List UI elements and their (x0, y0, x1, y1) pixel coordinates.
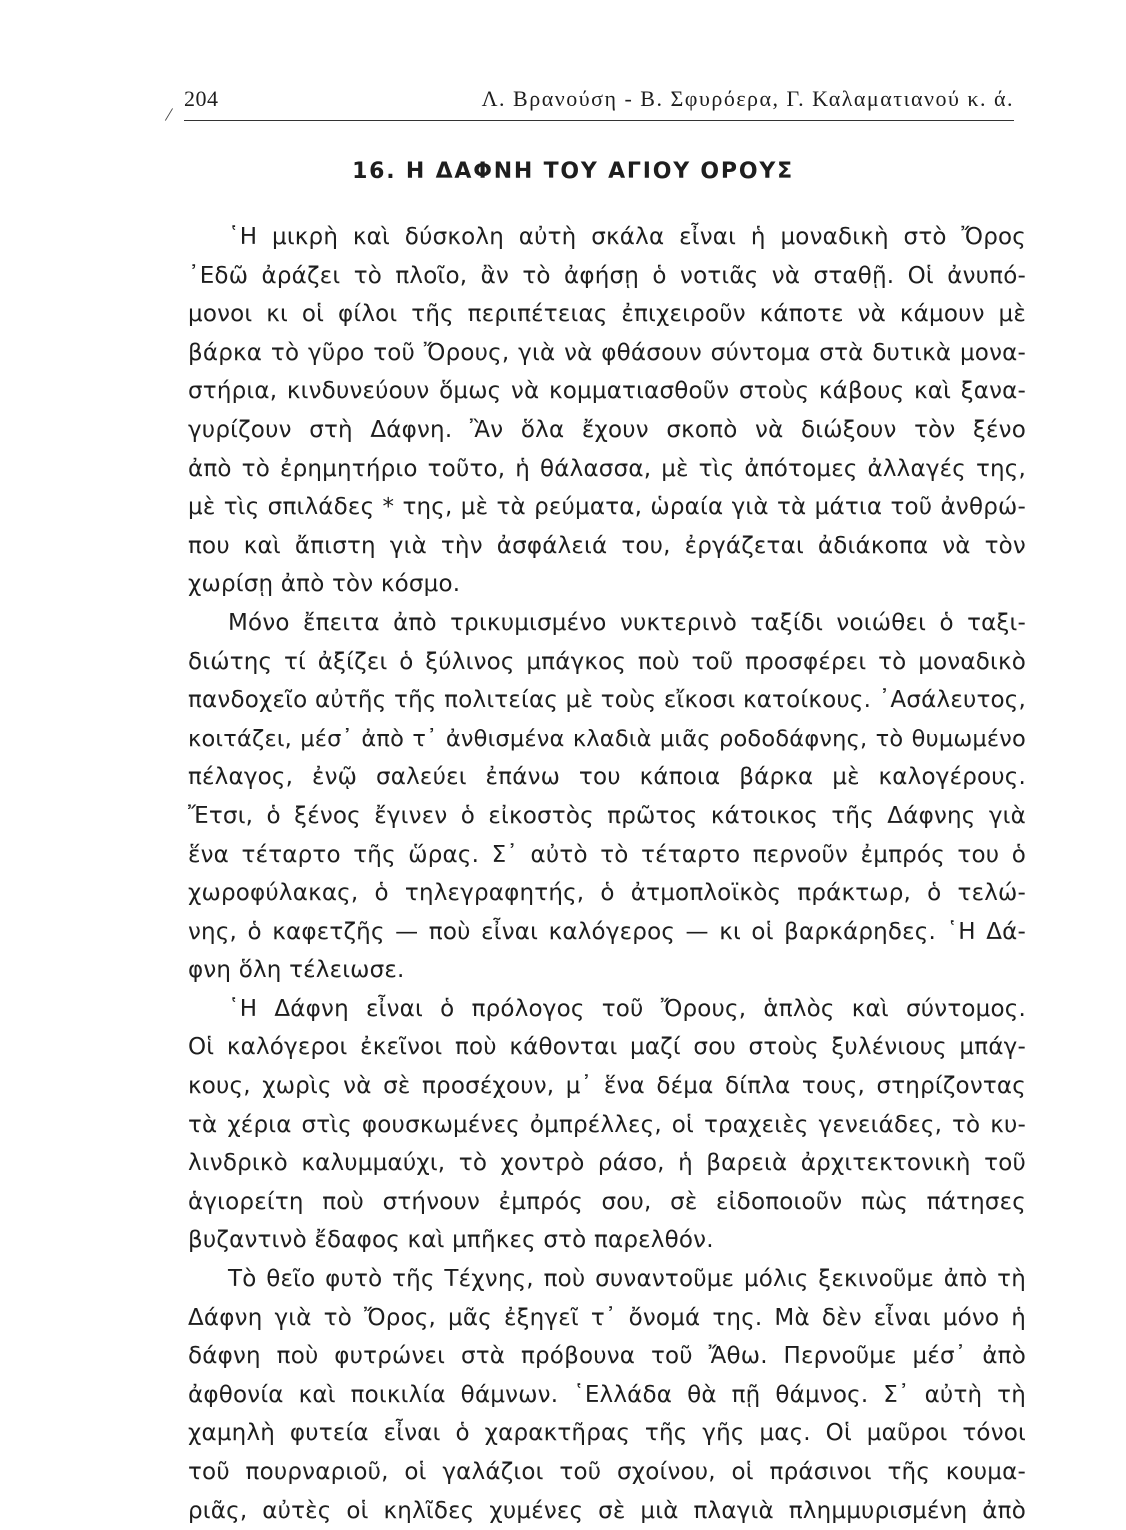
text-line: Ἔτσι, ὁ ξένος ἔγινεν ὁ εἰκοστὸς πρῶτος κάτοικος τῆς Δάφνης γιὰ (188, 802, 1026, 829)
body-text (188, 218, 1026, 1530)
text-line: ἁγιορείτη ποὺ στήνουν ἐμπρός σου, σὲ εἰδοποιοῦν πὼς πάτησες (188, 1188, 1026, 1215)
text-line: κους, χωρὶς νὰ σὲ προσέχουν, μ᾿ ἕνα δέμα δίπλα τους, στηρίζοντας (188, 1073, 1026, 1100)
text-line: δάφνη ποὺ φυτρώνει στὰ πρόβουνα τοῦ Ἄθω. Περνοῦμε μέσ᾿ ἀπὸ (188, 1343, 1026, 1370)
margin-pencil-mark: / (163, 103, 174, 127)
text-line: τὰ χέρια στὶς φουσκωμένες ὀμπρέλλες, οἱ τραχειὲς γενειάδες, τὸ κυ- (188, 1111, 1026, 1138)
text-line: κοιτάζει, μέσ᾿ ἀπὸ τ᾿ ἀνθισμένα κλαδιὰ μιᾶς ροδοδάφνης, τὸ θυμωμένο (188, 725, 1026, 752)
text-line: χωρίσῃ ἀπὸ τὸν κόσμο. (188, 571, 461, 598)
text-line: Μόνο ἔπειτα ἀπὸ τρικυμισμένο νυκτερινὸ ταξίδι νοιώθει ὁ ταξι- (228, 609, 1026, 636)
header-rule (184, 120, 1014, 121)
text-line: Δάφνη γιὰ τὸ Ὄρος, μᾶς ἐξηγεῖ τ᾿ ὄνομά της. Μὰ δὲν εἶναι μόνο ἡ (188, 1304, 1026, 1331)
text-line: χαμηλὴ φυτεία εἶναι ὁ χαρακτῆρας τῆς γῆς μας. Οἱ μαῦροι τόνοι (188, 1420, 1026, 1447)
text-line: νης, ὁ καφετζῆς — ποὺ εἶναι καλόγερος — κι οἱ βαρκάρηδες. ῾Η Δά- (188, 918, 1026, 945)
text-line: βυζαντινὸ ἔδαφος καὶ μπῆκες στὸ παρελθόν. (188, 1227, 714, 1254)
text-line: τοῦ πουρναριοῦ, οἱ γαλάζιοι τοῦ σχοίνου, οἱ πράσινοι τῆς κουμα- (188, 1459, 1026, 1485)
text-line: ῾Η μικρὴ καὶ δύσκολη αὐτὴ σκάλα εἶναι ἡ μοναδικὴ στὸ Ὄρος (228, 224, 1026, 250)
text-line: βάρκα τὸ γῦρο τοῦ Ὄρους, γιὰ νὰ φθάσουν σύντομα στὰ δυτικὰ μονα- (188, 339, 1026, 366)
text-line: ἀφθονία καὶ ποικιλία θάμνων. ῾Ελλάδα θὰ πῇ θάμνος. Σ᾿ αὐτὴ τὴ (188, 1381, 1026, 1408)
text-line: φνη ὅλη τέλειωσε. (188, 957, 405, 984)
text-line: πέλαγος, ἐνῷ σαλεύει ἐπάνω του κάποια βάρκα μὲ καλογέρους. (188, 764, 1026, 791)
page-number: 204 (184, 86, 219, 111)
text-line: διώτης τί ἀξίζει ὁ ξύλινος μπάγκος ποὺ τοῦ προσφέρει τὸ μοναδικὸ (188, 648, 1026, 675)
text-line: Οἱ καλόγεροι ἐκεῖνοι ποὺ κάθονται μαζί σου στοὺς ξυλένιους μπάγ- (188, 1034, 1026, 1061)
text-line: μονοι κι οἱ φίλοι τῆς περιπέτειας ἐπιχειροῦν κάποτε νὰ κάμουν μὲ (188, 301, 1026, 328)
text-line: πανδοχεῖο αὐτῆς τῆς πολιτείας μὲ τοὺς εἴκοσι κατοίκους. ᾿Ασάλευτος, (188, 687, 1026, 714)
text-line: γυρίζουν στὴ Δάφνη. Ἂν ὅλα ἔχουν σκοπὸ νὰ διώξουν τὸν ξένο (188, 416, 1026, 443)
text-line: μὲ τὶς σπιλάδες * της, μὲ τὰ ρεύματα, ὡραία γιὰ τὰ μάτια τοῦ ἀνθρώ- (188, 494, 1026, 521)
text-line: ᾿Εδῶ ἀράζει τὸ πλοῖο, ἂν τὸ ἀφήσῃ ὁ νοτιᾶς νὰ σταθῇ. Οἱ ἀνυπό- (188, 262, 1026, 289)
text-line: λινδρικὸ καλυμμαύχι, τὸ χοντρὸ ράσο, ἡ βαρειὰ ἀρχιτεκτονικὴ τοῦ (188, 1150, 1026, 1177)
text-line: που καὶ ἄπιστη γιὰ τὴν ἀσφάλειά του, ἐργάζεται ἀδιάκοπα νὰ τὸν (188, 532, 1026, 559)
running-head: Λ. Βρανούση - Β. Σφυρόερα, Γ. Καλαματιανού κ. ά. (481, 86, 1014, 111)
text-line: χωροφύλακας, ὁ τηλεγραφητής, ὁ ἀτμοπλοϊκὸς πράκτωρ, ὁ τελώ- (188, 880, 1026, 907)
text-line: στήρια, κινδυνεύουν ὅμως νὰ κομματιασθοῦν στοὺς κάβους καὶ ξανα- (188, 378, 1026, 405)
text-line: ῾Η Δάφνη εἶναι ὁ πρόλογος τοῦ Ὄρους, ἁπλὸς καὶ σύντομος. (228, 995, 1026, 1022)
text-line: ριᾶς, αὐτὲς οἱ κηλῖδες χυμένες σὲ μιὰ πλαγιὰ πλημμυρισμένη ἀπὸ (188, 1497, 1026, 1524)
chapter-title: 16. Η ΔΑΦΝΗ ΤΟΥ ΑΓΙΟΥ ΟΡΟΥΣ (352, 159, 794, 184)
text-line: ἀπὸ τὸ ἐρημητήριο τοῦτο, ἡ θάλασσα, μὲ τὶς ἀπότομες ἀλλαγές της, (188, 455, 1026, 482)
text-line: Τὸ θεῖο φυτὸ τῆς Τέχνης, ποὺ συναντοῦμε μόλις ξεκινοῦμε ἀπὸ τὴ (228, 1266, 1026, 1293)
text-line: ἕνα τέταρτο τῆς ὥρας. Σ᾿ αὐτὸ τὸ τέταρτο περνοῦν ἐμπρός του ὁ (188, 841, 1026, 868)
